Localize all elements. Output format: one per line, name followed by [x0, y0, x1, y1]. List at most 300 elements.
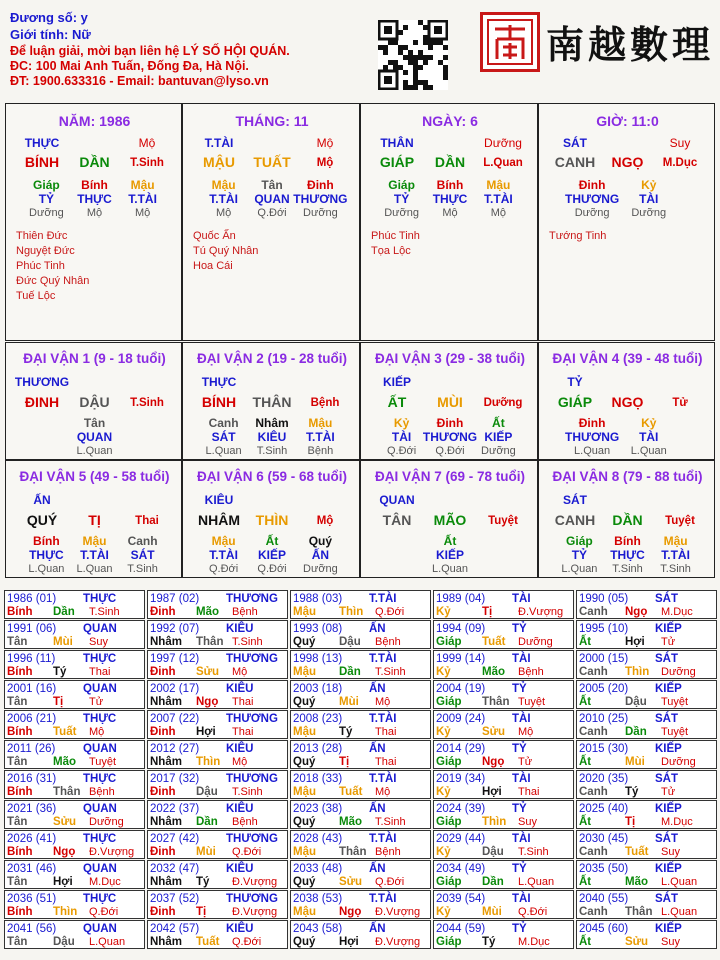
- year-label: 2017 (32): [150, 773, 200, 785]
- earthly-branch: NGỌ: [611, 394, 644, 410]
- year-stem: Kỷ: [436, 906, 451, 918]
- year-stage: Tử: [518, 756, 533, 768]
- earthly-branch: MÙI: [437, 394, 463, 410]
- year-label: 1989 (04): [436, 593, 486, 605]
- year-cell: [147, 770, 288, 799]
- dai-van-god: THỰC: [201, 375, 237, 389]
- year-god: T.TÀI: [369, 653, 397, 665]
- pillar-stage: Mộ: [316, 157, 334, 169]
- hidden-stage: Dưỡng: [384, 207, 419, 219]
- year-cell: [576, 650, 717, 679]
- dai-van-stage: T.Sinh: [130, 397, 164, 409]
- year-god: THỰC: [83, 893, 117, 905]
- year-god: QUAN: [83, 683, 117, 695]
- year-label: 2037 (52): [150, 893, 200, 905]
- year-label: 1990 (05): [579, 593, 629, 605]
- hidden-stem: Bính: [436, 178, 464, 192]
- star-name: Tuế Lộc: [16, 290, 56, 302]
- star-name: Tọa Lộc: [371, 245, 411, 257]
- pillar-3: [538, 103, 715, 341]
- year-label: 1996 (11): [7, 653, 56, 665]
- year-label: 2002 (17): [150, 683, 200, 695]
- year-stem: Bính: [7, 906, 33, 918]
- pillar-stage-top: Mộ: [138, 136, 156, 150]
- year-stage: Suy: [661, 936, 680, 948]
- year-label: 2032 (47): [150, 863, 200, 875]
- earthly-branch: MÃO: [433, 512, 467, 528]
- pillar-title: THÁNG: 11: [235, 113, 309, 129]
- year-stage: Bệnh: [518, 666, 544, 678]
- year-branch: Tuất: [53, 726, 77, 738]
- year-branch: Mão: [339, 816, 362, 828]
- year-branch: Thìn: [625, 666, 650, 678]
- year-cell: [147, 830, 288, 859]
- year-stem: Tân: [7, 876, 28, 888]
- hidden-god: THƯƠNG: [565, 430, 620, 444]
- year-branch: Mùi: [196, 846, 216, 858]
- year-cell: [433, 590, 574, 619]
- pillar-stage: T.Sinh: [130, 157, 164, 169]
- year-god: QUAN: [83, 923, 117, 935]
- year-god: ẤN: [369, 923, 386, 935]
- hidden-stem: Đinh: [436, 416, 464, 430]
- dai-van-stage: Tuyệt: [665, 515, 695, 527]
- year-branch: Thân: [482, 696, 510, 708]
- year-cell: [576, 890, 717, 919]
- pillar-0: [5, 103, 182, 341]
- year-label: 2044 (59): [436, 923, 486, 935]
- pillar-stage-top: Mộ: [316, 136, 334, 150]
- hidden-stem: Canh: [127, 534, 158, 548]
- hidden-stem: Giáp: [33, 178, 60, 192]
- year-stage: T.Sinh: [232, 786, 263, 798]
- year-branch: Tý: [339, 726, 353, 738]
- year-stem: Đinh: [150, 606, 176, 618]
- dai-van-title: ĐẠI VẬN 1 (9 - 18 tuổi): [23, 351, 166, 366]
- hidden-god: THỰC: [29, 548, 64, 562]
- year-branch: Thân: [53, 786, 81, 798]
- year-god: THỰC: [83, 713, 117, 725]
- year-branch: Dậu: [53, 936, 75, 948]
- earthly-branch: DẦN: [79, 154, 110, 170]
- year-cell: [290, 590, 431, 619]
- earthly-branch: DẦN: [612, 512, 643, 528]
- year-branch: Thìn: [339, 606, 364, 618]
- year-stage: Q.Đới: [89, 906, 119, 918]
- year-branch: Dần: [339, 666, 361, 678]
- year-branch: Hợi: [339, 936, 359, 948]
- year-god: THỰC: [83, 833, 117, 845]
- dai-van-stage: Dưỡng: [483, 397, 523, 409]
- year-stage: Q.Đới: [375, 876, 405, 888]
- hidden-stage: Q.Đới: [208, 563, 239, 575]
- dai-van-god: KIÊU: [204, 493, 234, 507]
- year-label: 2028 (43): [293, 833, 343, 845]
- hidden-stem: Mậu: [130, 178, 155, 192]
- year-god: THƯƠNG: [226, 833, 278, 845]
- pillar-title: GIỜ: 11:0: [596, 113, 659, 129]
- year-branch: Sửu: [482, 726, 506, 738]
- year-stage: Thai: [518, 786, 540, 798]
- year-cell: [4, 920, 145, 949]
- dai-van-title: ĐẠI VẬN 4 (39 - 48 tuổi): [552, 351, 703, 366]
- hidden-stage: Bệnh: [307, 445, 334, 457]
- pillar-god: SÁT: [563, 136, 587, 150]
- year-stem: Bính: [7, 666, 33, 678]
- year-stem: Giáp: [436, 876, 462, 888]
- year-stage: Thai: [375, 726, 397, 738]
- hidden-god: TỶ: [38, 192, 55, 206]
- dai-van-1: [5, 342, 182, 460]
- year-cell: [290, 830, 431, 859]
- year-branch: Dậu: [482, 846, 504, 858]
- year-stage: Đ.Vượng: [518, 606, 564, 618]
- year-branch: Tý: [196, 876, 210, 888]
- year-cell: [576, 920, 717, 949]
- hidden-stage: Q.Đới: [257, 207, 287, 219]
- year-stem: Mậu: [293, 906, 316, 918]
- year-label: 2035 (50): [579, 863, 629, 875]
- heavenly-stem: CANH: [554, 154, 596, 170]
- year-cell: [576, 710, 717, 739]
- year-god: SÁT: [655, 653, 678, 665]
- year-god: THƯƠNG: [226, 593, 278, 605]
- year-stage: Q.Đới: [232, 936, 262, 948]
- year-god: TỶ: [512, 743, 527, 755]
- year-label: 2015 (30): [579, 743, 629, 755]
- year-god: TỶ: [512, 803, 527, 815]
- year-label: 2006 (21): [7, 713, 57, 725]
- year-cell: [290, 770, 431, 799]
- year-label: 1994 (09): [436, 623, 486, 635]
- year-branch: Tý: [53, 666, 67, 678]
- year-stage: Q.Đới: [375, 606, 405, 618]
- year-god: SÁT: [655, 833, 678, 845]
- year-cell: [433, 860, 574, 889]
- year-branch: Mùi: [625, 756, 645, 768]
- hidden-stem: Bính: [614, 534, 641, 548]
- year-stem: Bính: [7, 786, 33, 798]
- hidden-stage: Q.Đới: [257, 563, 287, 575]
- year-stage: Suy: [661, 846, 680, 858]
- hidden-stem: Kỷ: [641, 416, 657, 430]
- year-stem: Đinh: [150, 786, 176, 798]
- year-stem: Ất: [579, 876, 592, 888]
- hidden-stage: L.Quan: [76, 445, 113, 457]
- year-branch: Dậu: [625, 696, 647, 708]
- hidden-stage: L.Quan: [28, 563, 65, 575]
- year-cell: [433, 770, 574, 799]
- year-stem: Đinh: [150, 906, 176, 918]
- heavenly-stem: BÍNH: [201, 394, 237, 410]
- year-god: T.TÀI: [369, 893, 397, 905]
- year-stage: Suy: [89, 636, 108, 648]
- year-label: 2001 (16): [7, 683, 57, 695]
- earthly-branch: DẦN: [434, 154, 466, 170]
- year-god: T.TÀI: [369, 833, 397, 845]
- hidden-god: SÁT: [130, 548, 155, 562]
- hidden-stem: Tân: [261, 178, 283, 192]
- year-god: SÁT: [655, 773, 678, 785]
- year-cell: [290, 920, 431, 949]
- hidden-stem: Bính: [33, 534, 60, 548]
- dai-van-stage: Tuyệt: [488, 515, 518, 527]
- year-branch: Tị: [196, 906, 207, 918]
- year-cell: [147, 740, 288, 769]
- year-god: T.TÀI: [369, 593, 397, 605]
- year-cell: [433, 620, 574, 649]
- year-stem: Mậu: [293, 606, 316, 618]
- year-god: KIẾP: [655, 743, 682, 755]
- year-cell: [433, 710, 574, 739]
- dai-van-god: KIẾP: [382, 375, 412, 389]
- hidden-stage: Mộ: [134, 207, 151, 219]
- year-stage: T.Sinh: [232, 636, 263, 648]
- hidden-stem: Nhâm: [255, 416, 289, 430]
- year-stage: Thai: [89, 666, 111, 678]
- dai-van-god: SÁT: [563, 493, 587, 507]
- year-label: 2005 (20): [579, 683, 629, 695]
- heavenly-stem: TÂN: [382, 512, 412, 528]
- year-label: 2018 (33): [293, 773, 343, 785]
- hidden-god: T.TÀI: [484, 192, 513, 206]
- year-branch: Thân: [625, 906, 653, 918]
- hidden-stem: Ất: [265, 534, 279, 548]
- year-branch: Mão: [196, 606, 219, 618]
- dai-van-title: ĐẠI VẬN 3 (29 - 38 tuổi): [374, 351, 526, 366]
- dai-van-title: ĐẠI VẬN 7 (69 - 78 tuổi): [374, 469, 526, 484]
- year-label: 2041 (56): [7, 923, 57, 935]
- hidden-stage: Dưỡng: [574, 207, 610, 219]
- dai-van-god: TỶ: [567, 375, 583, 389]
- year-god: THƯƠNG: [226, 893, 278, 905]
- year-stage: L.Quan: [661, 906, 698, 918]
- year-label: 2029 (44): [436, 833, 486, 845]
- heavenly-stem: MẬU: [203, 154, 235, 170]
- year-stage: Q.Đới: [518, 906, 548, 918]
- year-stage: Đ.Vượng: [232, 906, 278, 918]
- heavenly-stem: QUÝ: [26, 512, 58, 528]
- year-cell: [4, 770, 145, 799]
- year-branch: Dậu: [339, 636, 361, 648]
- year-branch: Sửu: [625, 936, 649, 948]
- year-stem: Ất: [579, 756, 592, 768]
- hidden-stem: Giáp: [566, 534, 593, 548]
- year-stage: Thai: [232, 696, 254, 708]
- year-stem: Kỷ: [436, 846, 451, 858]
- header-info: [10, 10, 390, 89]
- year-label: 2031 (46): [7, 863, 57, 875]
- year-cell: [433, 680, 574, 709]
- year-label: 2040 (55): [579, 893, 629, 905]
- year-god: SÁT: [655, 893, 678, 905]
- year-stem: Đinh: [150, 666, 176, 678]
- year-god: QUAN: [83, 803, 117, 815]
- year-stem: Canh: [579, 726, 608, 738]
- dai-van-title: ĐẠI VẬN 2 (19 - 28 tuổi): [196, 351, 348, 366]
- year-stem: Đinh: [150, 846, 176, 858]
- star-name: Quốc Ấn: [193, 230, 236, 242]
- year-label: 2008 (23): [293, 713, 343, 725]
- year-label: 2016 (31): [7, 773, 57, 785]
- pillar-god: THỰC: [24, 136, 60, 150]
- year-branch: Mão: [53, 756, 76, 768]
- hidden-stem: Mậu: [486, 178, 511, 192]
- hidden-stage: Dưỡng: [29, 207, 64, 219]
- year-stem: Bính: [7, 846, 33, 858]
- hidden-stage: Q.Đới: [435, 445, 465, 457]
- earthly-branch: THÂN: [252, 394, 292, 410]
- year-cell: [576, 680, 717, 709]
- year-cell: [576, 860, 717, 889]
- year-stem: Đinh: [150, 726, 176, 738]
- subject-gender: Giới tính: Nữ: [10, 27, 91, 42]
- year-god: SÁT: [655, 713, 678, 725]
- hidden-god: QUAN: [254, 192, 290, 206]
- year-stage: Dưỡng: [661, 666, 696, 678]
- year-cell: [147, 800, 288, 829]
- year-cell: [576, 740, 717, 769]
- dai-van-title: ĐẠI VẬN 5 (49 - 58 tuổi): [19, 469, 170, 484]
- year-label: 1992 (07): [150, 623, 200, 635]
- year-stage: Tử: [661, 786, 676, 798]
- year-god: TỶ: [512, 683, 527, 695]
- hidden-stage: Mộ: [490, 207, 507, 219]
- year-cell: [290, 650, 431, 679]
- star-name: Tướng Tinh: [549, 230, 607, 242]
- year-stage: L.Quan: [661, 876, 698, 888]
- hidden-stem: Ất: [443, 534, 457, 548]
- hidden-stage: Mộ: [215, 207, 232, 219]
- hidden-god: KIÊU: [257, 430, 287, 444]
- year-stage: Q.Đới: [232, 846, 262, 858]
- year-god: KIÊU: [226, 803, 254, 815]
- year-god: TỶ: [512, 923, 527, 935]
- year-stage: Đ.Vượng: [89, 846, 135, 858]
- hidden-stem: Đinh: [307, 178, 334, 192]
- year-cell: [576, 830, 717, 859]
- year-label: 2024 (39): [436, 803, 486, 815]
- year-cell: [4, 860, 145, 889]
- year-god: SÁT: [655, 593, 678, 605]
- hidden-god: THỰC: [77, 192, 112, 206]
- hidden-god: TÀI: [639, 192, 659, 206]
- year-branch: Ngọ: [482, 756, 505, 768]
- hidden-stem: Ất: [492, 416, 505, 430]
- hidden-stage: Dưỡng: [303, 563, 338, 575]
- hidden-stage: Mộ: [442, 207, 458, 219]
- hidden-stem: Quý: [308, 534, 333, 548]
- year-stage: L.Quan: [89, 936, 126, 948]
- year-stem: Canh: [579, 786, 608, 798]
- pillar-god: THÂN: [380, 136, 414, 150]
- year-stage: T.Sinh: [375, 666, 406, 678]
- year-stage: Bệnh: [375, 846, 401, 858]
- year-branch: Dần: [196, 816, 218, 828]
- year-stem: Giáp: [436, 696, 462, 708]
- year-god: QUAN: [83, 743, 117, 755]
- dai-van-god: ẤN: [33, 493, 51, 507]
- year-label: 2011 (26): [7, 743, 56, 755]
- year-stage: M.Dục: [661, 606, 693, 618]
- hidden-stem: Đinh: [578, 178, 606, 192]
- year-stage: T.Sinh: [375, 816, 406, 828]
- year-stem: Bính: [7, 606, 33, 618]
- year-god: THỰC: [83, 593, 117, 605]
- year-label: 2013 (28): [293, 743, 343, 755]
- year-god: KIẾP: [655, 623, 682, 635]
- year-stage: Tử: [89, 696, 104, 708]
- year-cell: [4, 650, 145, 679]
- hidden-stem: Bính: [81, 178, 108, 192]
- year-branch: Mùi: [482, 906, 502, 918]
- year-stem: Ất: [579, 816, 592, 828]
- year-label: 2009 (24): [436, 713, 486, 725]
- year-god: TÀI: [512, 653, 531, 665]
- year-cell: [433, 830, 574, 859]
- phone-email-line: ĐT: 1900.633316 - Email: bantuvan@lyso.vn: [10, 74, 269, 88]
- year-cell: [290, 740, 431, 769]
- star-name: Phúc Tinh: [16, 260, 65, 272]
- year-stem: Mậu: [293, 726, 316, 738]
- year-stage: Dưỡng: [89, 816, 124, 828]
- year-god: T.TÀI: [369, 713, 397, 725]
- year-branch: Dần: [53, 606, 75, 618]
- year-stem: Ất: [579, 636, 592, 648]
- year-stem: Mậu: [293, 666, 316, 678]
- year-branch: Ngọ: [339, 906, 362, 918]
- year-label: 2027 (42): [150, 833, 200, 845]
- year-stem: Giáp: [436, 636, 462, 648]
- year-stage: Suy: [518, 816, 537, 828]
- year-stem: Nhâm: [150, 636, 182, 648]
- year-label: 1988 (03): [293, 593, 343, 605]
- year-god: TÀI: [512, 593, 531, 605]
- year-branch: Mão: [482, 666, 505, 678]
- hidden-stage: L.Quan: [76, 563, 113, 575]
- year-stem: Tân: [7, 816, 28, 828]
- dai-van-title: ĐẠI VẬN 8 (79 - 88 tuổi): [552, 469, 703, 484]
- dai-van-8: [538, 460, 715, 578]
- year-god: ẤN: [369, 863, 386, 875]
- year-stem: Quý: [293, 696, 316, 708]
- year-stem: Ất: [579, 696, 592, 708]
- hidden-stage: L.Quan: [630, 445, 667, 457]
- star-name: Phúc Tinh: [371, 230, 420, 242]
- year-stage: Tuyệt: [661, 696, 689, 708]
- year-stem: Kỷ: [436, 666, 451, 678]
- year-stem: Bính: [7, 726, 33, 738]
- pillar-title: NĂM: 1986: [58, 113, 131, 129]
- year-label: 1998 (13): [293, 653, 343, 665]
- year-cell: [147, 680, 288, 709]
- star-name: Nguyệt Đức: [16, 245, 75, 257]
- year-stage: Tuyệt: [661, 726, 689, 738]
- dai-van-god: THƯƠNG: [14, 375, 70, 389]
- year-stage: Mộ: [375, 786, 391, 798]
- heavenly-stem: ẤT: [387, 394, 407, 410]
- hidden-god: TÀI: [391, 430, 412, 444]
- year-branch: Tuất: [339, 786, 363, 798]
- year-god: THỰC: [83, 653, 117, 665]
- hidden-stage: L.Quan: [431, 563, 469, 575]
- year-label: 2014 (29): [436, 743, 486, 755]
- year-branch: Tuất: [625, 846, 649, 858]
- year-cell: [576, 770, 717, 799]
- year-cell: [290, 680, 431, 709]
- hidden-god: KIẾP: [435, 548, 465, 562]
- earthly-branch: TUẤT: [253, 154, 291, 170]
